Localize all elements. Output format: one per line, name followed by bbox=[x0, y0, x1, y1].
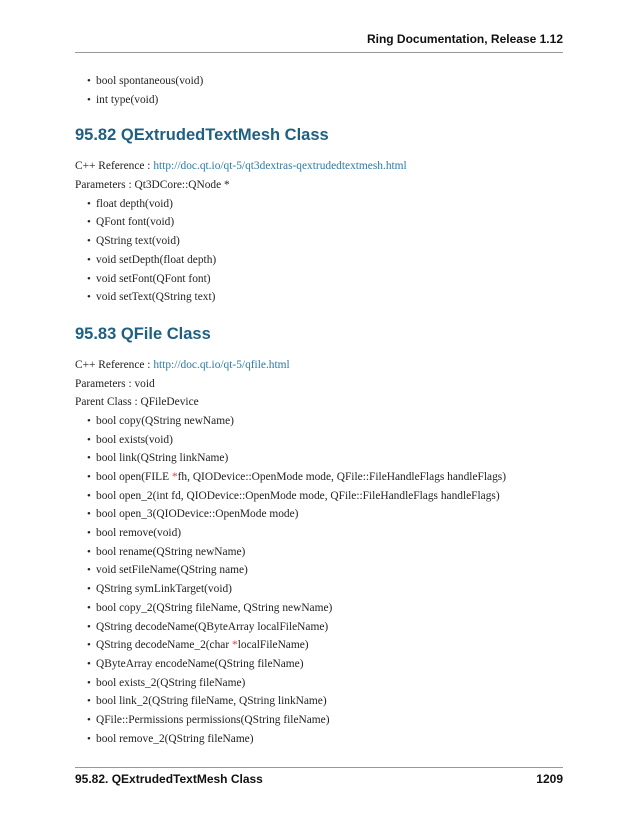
list-item: • bool copy_2(QString fileName, QString newName) bbox=[75, 599, 563, 618]
pointer-asterisk: * bbox=[171, 471, 178, 483]
list-item: • QFont font(void) bbox=[75, 213, 563, 232]
list-item: • QString text(void) bbox=[75, 232, 563, 251]
list-item: • QString decodeName(QByteArray localFileName) bbox=[75, 618, 563, 637]
list-item: • bool remove_2(QString fileName) bbox=[75, 730, 563, 749]
method-text: bool open(FILE bbox=[96, 471, 172, 483]
reference-link[interactable]: http://doc.qt.io/qt-5/qt3dextras-qextrudedtextmesh.html bbox=[153, 160, 407, 173]
list-item: • int type(void) bbox=[75, 91, 563, 110]
header-rule bbox=[75, 52, 563, 53]
parameters-line: Parameters : Qt3DCore::QNode * bbox=[75, 179, 230, 192]
list-item: • bool copy(QString newName) bbox=[75, 412, 563, 431]
page-number: 1209 bbox=[536, 772, 563, 786]
footer-rule bbox=[75, 767, 563, 768]
qextrudedtextmesh-method-list bbox=[75, 195, 563, 307]
list-item: • bool link_2(QString fileName, QString linkName) bbox=[75, 692, 563, 711]
parameters-line: Parameters : void bbox=[75, 377, 155, 390]
list-item: • bool open_2(int fd, QIODevice::OpenMode mode, QFile::FileHandleFlags handleFlags) bbox=[75, 487, 563, 506]
list-item: • void setDepth(float depth) bbox=[75, 251, 563, 270]
parent-class-line: Parent Class : QFileDevice bbox=[75, 396, 199, 409]
page-content bbox=[75, 72, 563, 748]
list-item: • void setFileName(QString name) bbox=[75, 561, 563, 580]
list-item: • bool open_3(QIODevice::OpenMode mode) bbox=[75, 505, 563, 524]
list-item bbox=[75, 468, 563, 487]
intro-method-list bbox=[75, 72, 563, 109]
reference-link[interactable]: http://doc.qt.io/qt-5/qfile.html bbox=[153, 358, 290, 371]
reference-label: C++ Reference : bbox=[75, 160, 154, 173]
list-item: • bool rename(QString newName) bbox=[75, 543, 563, 562]
cpp-reference-line bbox=[75, 356, 563, 375]
list-item: • bool remove(void) bbox=[75, 524, 563, 543]
list-item: • QFile::Permissions permissions(QString fileName) bbox=[75, 711, 563, 730]
method-text: localFileName) bbox=[237, 639, 309, 652]
list-item: • QByteArray encodeName(QString fileName) bbox=[75, 655, 563, 674]
section-heading-qextrudedtextmesh: 95.82 QExtrudedTextMesh Class bbox=[75, 126, 329, 145]
running-header: Ring Documentation, Release 1.12 bbox=[366, 32, 563, 46]
list-item: • float depth(void) bbox=[75, 195, 563, 214]
reference-label: C++ Reference : bbox=[75, 358, 154, 371]
list-item: • void setFont(QFont font) bbox=[75, 270, 563, 289]
method-text: QString decodeName_2(char bbox=[96, 639, 233, 652]
method-text: fh, QIODevice::OpenMode mode, QFile::FileHandleFlags handleFlags) bbox=[177, 471, 507, 483]
list-item: • bool link(QString linkName) bbox=[75, 449, 563, 468]
list-item bbox=[75, 636, 563, 655]
list-item: • bool exists_2(QString fileName) bbox=[75, 674, 563, 693]
list-item: • QString symLinkTarget(void) bbox=[75, 580, 563, 599]
list-item: • bool spontaneous(void) bbox=[75, 72, 563, 91]
page-footer bbox=[75, 772, 563, 786]
footer-section-title: 95.82. QExtrudedTextMesh Class bbox=[75, 772, 263, 786]
qfile-method-list bbox=[75, 412, 563, 748]
list-item: • void setText(QString text) bbox=[75, 288, 563, 307]
cpp-reference-line bbox=[75, 157, 563, 176]
pointer-asterisk: * bbox=[232, 639, 238, 652]
list-item: • bool exists(void) bbox=[75, 431, 563, 450]
section-heading-qfile: 95.83 QFile Class bbox=[75, 324, 211, 343]
